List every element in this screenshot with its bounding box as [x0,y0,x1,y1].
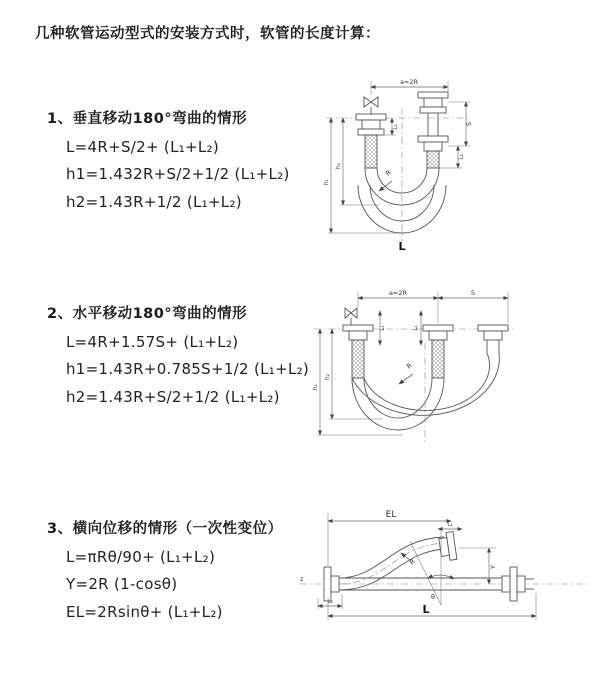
dim-label-span: a=2R [388,289,408,297]
dim-label-travel: S [470,289,476,297]
dim-label-length: L [398,240,406,253]
centreline-mark: z [300,575,304,583]
dim-label-radius: R [405,361,414,371]
dim-label-l1: L₁ [393,124,399,130]
formula-s3-L: L=πRθ/90+ (L₁+L₂) [66,548,216,566]
moved-flange [478,325,508,340]
formula-s1-h1: h1=1.432R+S/2+1/2 (L₁+L₂) [66,165,290,183]
dim-label-l2: L₂ [327,599,333,605]
diagram-horizontal-180-bend [308,283,593,458]
dim-label-l1: L₁ [447,522,453,528]
dim-label-y: Y [489,565,497,569]
dim-label-l1: L₁ [380,325,386,331]
page-title: 几种软管运动型式的安装方式时，软管的长度计算： [35,26,380,42]
dim-label-length: L [422,603,430,616]
dim-label-h2: h₂ [325,374,331,380]
formula-s3-EL: EL=2Rsinθ+ (L₁+L₂) [66,603,223,621]
diagram-vertical-180-bend [318,70,583,260]
right-flange [502,567,534,601]
dim-label-travel: S [465,121,473,127]
formula-s1-L: L=4R+S/2+ (L₁+L₂) [66,138,220,156]
dim-label-el: EL [385,510,397,520]
left-flange [343,325,373,378]
dim-label-h1: h₁ [313,384,319,390]
dim-label-span: a=2R [399,78,419,86]
diagram-lateral-displacement [296,503,596,645]
formula-s1-h2: h2=1.43R+1/2 (L₁+L₂) [66,193,242,211]
dim-label-h2: h₂ [336,163,342,169]
section-3-heading: 3、横向位移的情形（一次性变位） [47,521,283,537]
right-flange-lower [418,136,448,168]
section-2-heading: 2、水平移动180°弯曲的情形 [47,306,248,322]
left-flange [356,114,386,168]
formula-s2-h2: h2=1.43R+S/2+1/2 (L₁+L₂) [66,388,280,406]
valve-icon [345,308,357,325]
formula-s3-Y: Y=2R (1-cosθ) [66,575,178,593]
left-flange [324,567,339,601]
formula-s2-L: L=4R+1.57S+ (L₁+L₂) [66,333,239,351]
valve-icon [364,97,378,114]
dim-label-radius: R [408,557,417,567]
dim-label-radius: R [384,168,393,178]
section-1-heading: 1、垂直移动180°弯曲的情形 [47,111,248,127]
formula-s2-h1: h1=1.43R+0.785S+1/2 (L₁+L₂) [66,360,310,378]
dim-label-h1: h₁ [324,179,330,185]
angle-label-theta: θ [431,593,435,601]
right-flange-upper [418,92,448,113]
dim-label-l2: L₂ [459,154,465,160]
middle-flange [423,325,453,378]
dim-label-l1-middle: L₁ [413,325,419,331]
